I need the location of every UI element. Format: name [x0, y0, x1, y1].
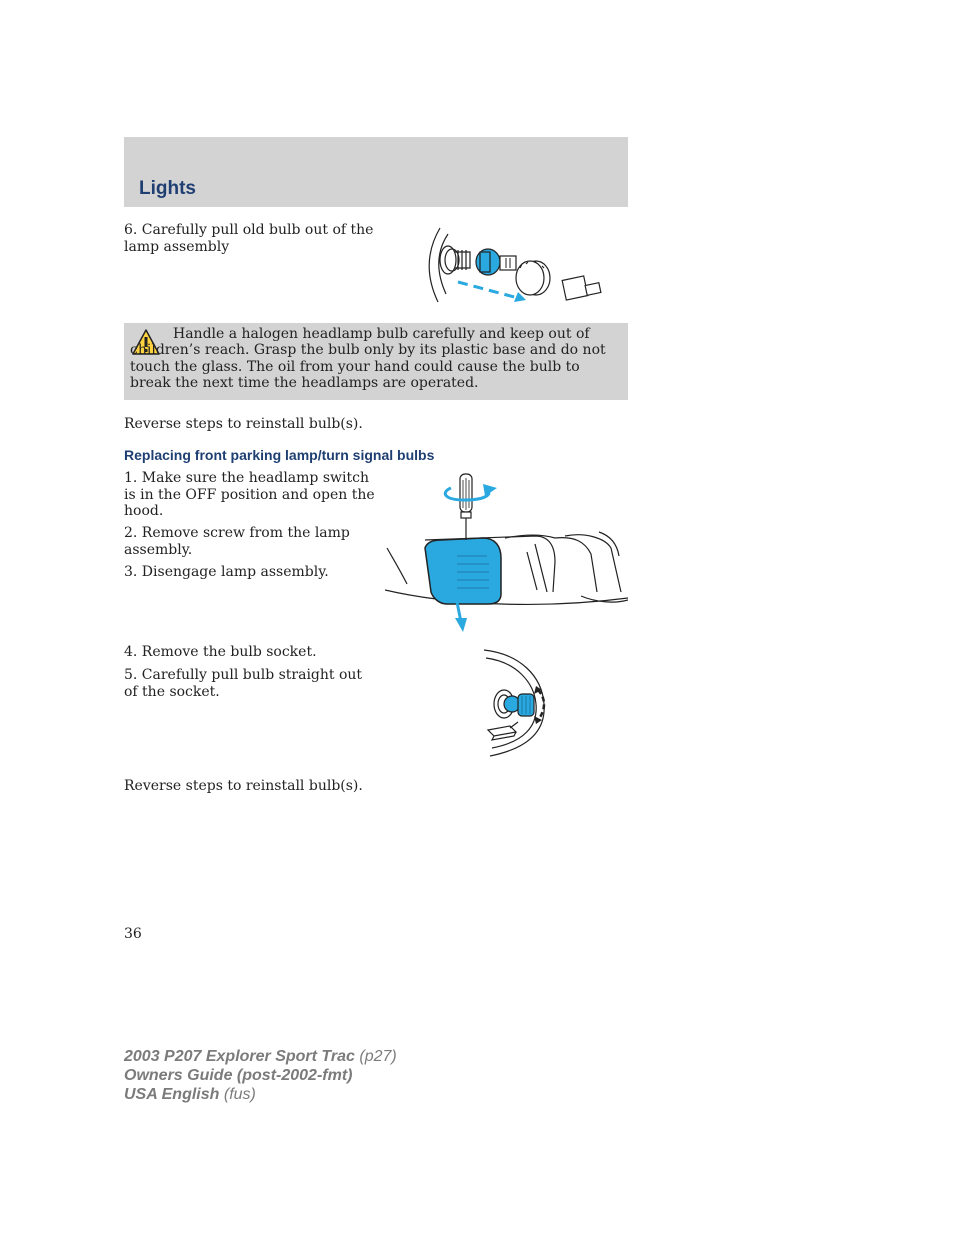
page-number: 36 [124, 926, 142, 942]
reinstall-text-2: Reverse steps to reinstall bulb(s). [124, 778, 363, 794]
header-band [124, 137, 628, 207]
halogen-bulb-shape [476, 249, 516, 275]
footer-line-3: USA English (fus) [124, 1086, 256, 1103]
parking-lamp-heading: Replacing front parking lamp/turn signal bulbs [124, 447, 435, 463]
footer-line-2: Owners Guide (post-2002-fmt) [124, 1067, 353, 1084]
screwdriver-shape [460, 474, 472, 540]
socket-bulb-shape [504, 694, 534, 716]
parking-step-2: 2. Remove screw from the lamp assembly. [124, 525, 350, 558]
reinstall-text-1: Reverse steps to reinstall bulb(s). [124, 416, 363, 432]
section-title: Lights [139, 178, 196, 199]
parking-step-5: 5. Carefully pull bulb straight out of the socket. [124, 667, 363, 700]
bulb-removal-illustration [418, 222, 608, 307]
parking-lamp-lens [425, 538, 501, 604]
parking-step-1: 1. Make sure the headlamp switch is in the OFF position and open the hood. [124, 470, 375, 519]
lamp-assembly-illustration [385, 472, 628, 634]
step-6-text: 6. Carefully pull old bulb out of the lamp assembly [124, 222, 374, 255]
bulb-socket-illustration [480, 648, 556, 758]
parking-step-3: 3. Disengage lamp assembly. [124, 564, 329, 580]
parking-step-4: 4. Remove the bulb socket. [124, 644, 317, 660]
footer-line-1: 2003 P207 Explorer Sport Trac (p27) [124, 1048, 397, 1065]
warning-text: Handle a halogen headlamp bulb carefully and keep out of children’s reach. Grasp the bulb only by its plastic base and do not touch the glass. The oil from your hand could cause the bulb to break the next time the headlamps are operated. [130, 326, 606, 391]
document-footer [124, 1047, 397, 1104]
